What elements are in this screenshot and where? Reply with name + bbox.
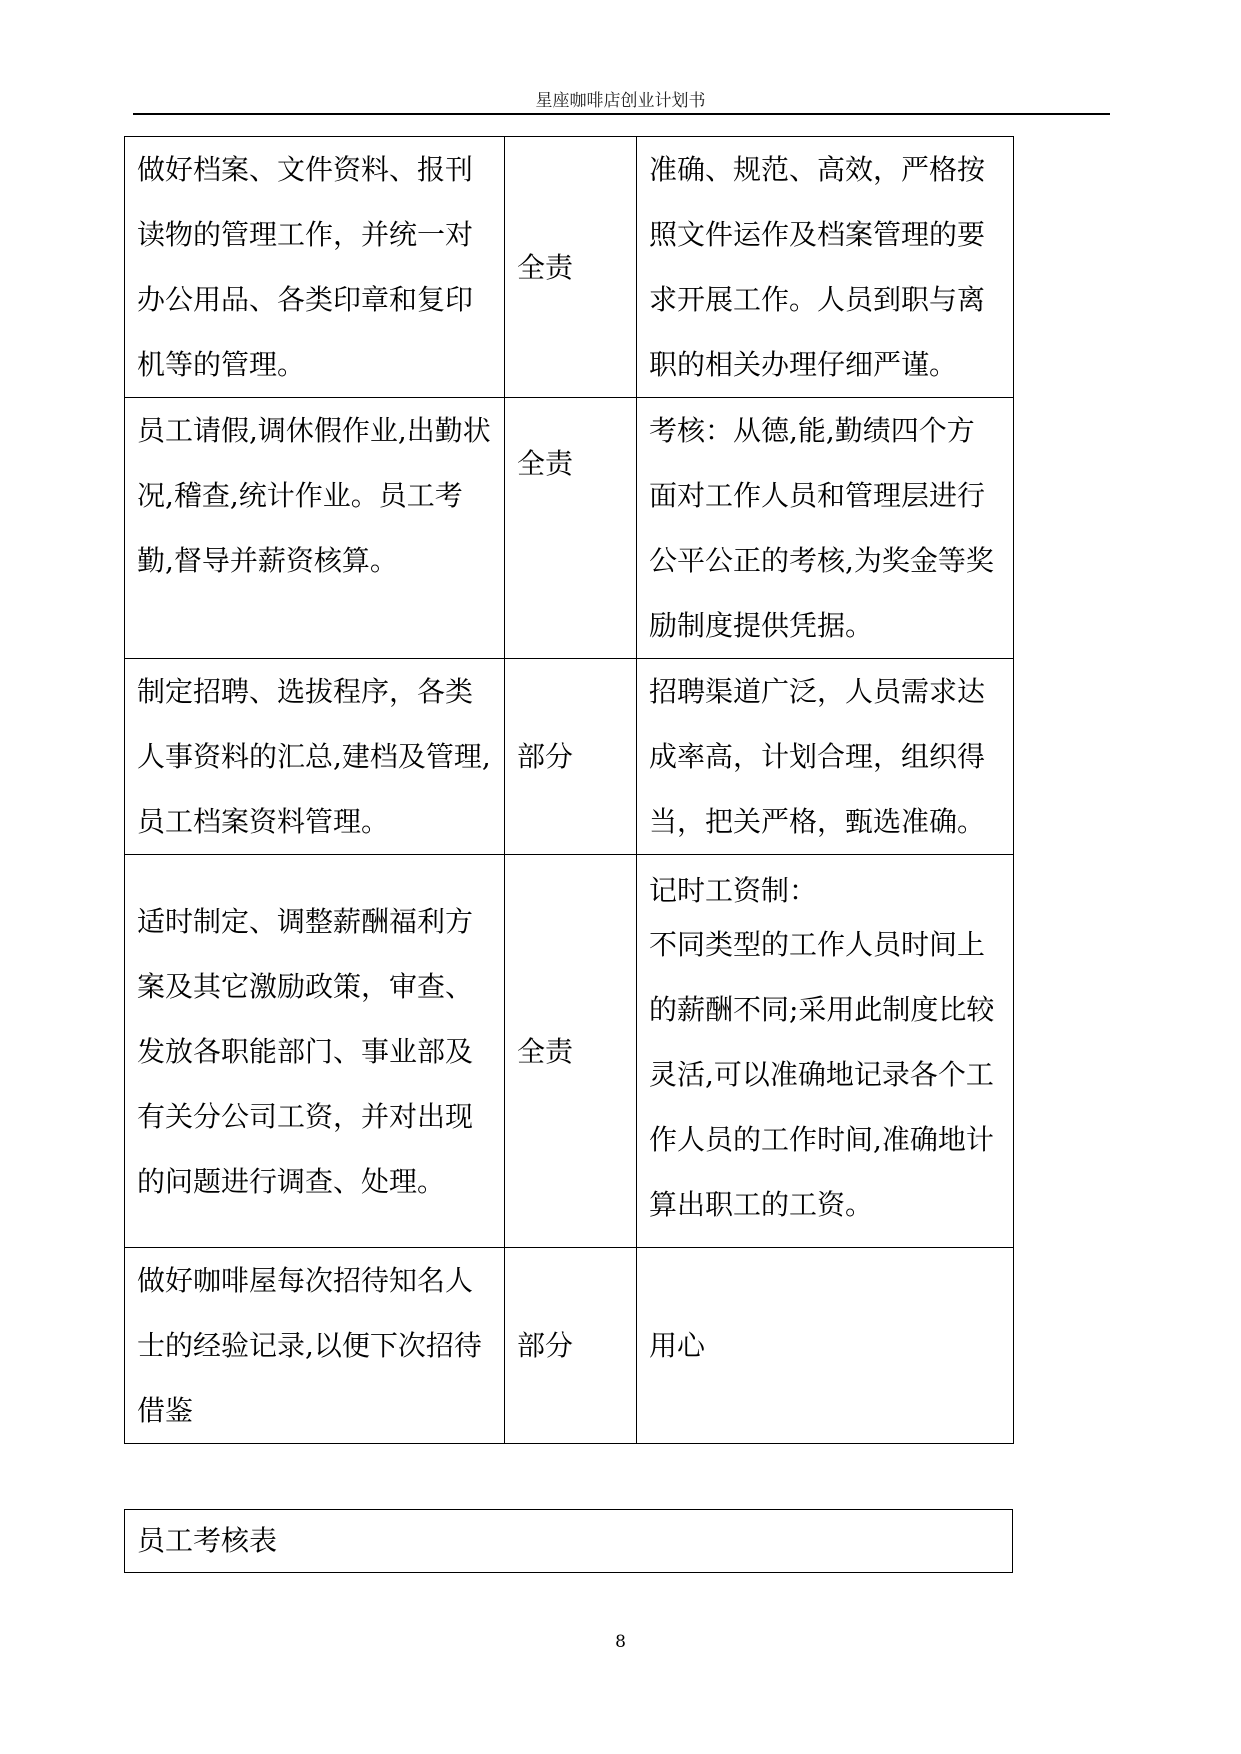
table-row [125,137,1014,398]
task-cell: 制定招聘、选拔程序，各类人事资料的汇总,建档及管理,员工档案资料管理。 [125,659,505,855]
task-cell: 适时制定、调整薪酬福利方案及其它激励政策，审查、发放各职能部门、事业部及有关分公司工资，并对出现的问题进行调查、处理。 [125,855,505,1248]
responsibility-cell: 全责 [505,398,637,659]
header-divider [133,113,1110,115]
standard-cell-title: 记时工资制： [649,873,818,907]
responsibility-cell: 部分 [505,659,637,855]
page-header-title: 星座咖啡店创业计划书 [535,91,706,111]
duty-table [124,136,1014,1444]
task-cell: 做好档案、文件资料、报刊读物的管理工作，并统一对办公用品、各类印章和复印机等的管理。 [125,137,505,398]
responsibility-cell: 全责 [505,855,637,1248]
table-row [125,398,1014,659]
standard-cell: 考核：从德,能,勤绩四个方面对工作人员和管理层进行公平公正的考核,为奖金等奖励制度提供凭据。 [637,398,1014,659]
task-cell: 做好咖啡屋每次招待知名人士的经验记录,以便下次招待借鉴 [125,1248,505,1444]
standard-cell: 招聘渠道广泛，人员需求达成率高，计划合理，组织得当，把关严格，甄选准确。 [637,659,1014,855]
appraisal-table-title: 员工考核表 [137,1524,278,1557]
standard-cell: 用心 [637,1248,1014,1444]
standard-cell [637,855,1014,1248]
appraisal-table [124,1509,1013,1573]
task-cell: 员工请假,调休假作业,出勤状况,稽查,统计作业。员工考勤,督导并薪资核算。 [125,398,505,659]
standard-cell-body: 不同类型的工作人员时间上的薪酬不同;采用此制度比较灵活,可以准确地记录各个工作人员的工作时间,准确地计算出职工的工资。 [649,927,995,1221]
table-row [125,855,1014,1248]
responsibility-cell: 全责 [505,137,637,398]
table-row [125,659,1014,855]
table-row [125,1248,1014,1444]
page-number: 8 [615,1632,626,1652]
standard-cell: 准确、规范、高效，严格按照文件运作及档案管理的要求开展工作。人员到职与离职的相关办理仔细严谨。 [637,137,1014,398]
responsibility-cell: 部分 [505,1248,637,1444]
